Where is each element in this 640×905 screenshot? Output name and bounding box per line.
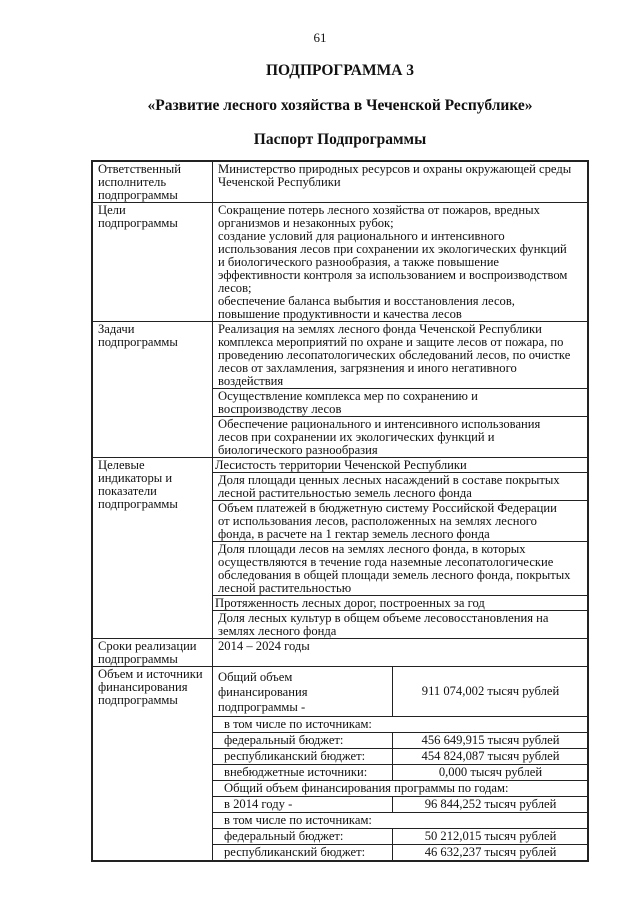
republic-label: республиканский бюджет: <box>213 749 393 765</box>
federal-label: федеральный бюджет: <box>213 733 393 749</box>
row-label: Задачи подпрограммы <box>92 322 213 458</box>
row-value: Сокращение потерь лесного хозяйства от пожаров, вредных организмов и незаконных рубок; создание условий для рационального и интенсивного использования лесов при сохранении их экологических функций и биологического разнообразия, а также повышение эффективности контроля за использованием и воспроизводством лесов; обеспечение баланса выбытия и восстановления лесов, повышение продуктивности и качества лесов <box>213 203 589 322</box>
year-2014-label: в 2014 году - <box>213 797 393 813</box>
by-years-label: Общий объем финансирования программы по годам: <box>213 781 587 797</box>
indicator-item: Лесистость территории Чеченской Республики <box>213 458 589 473</box>
financing-cell <box>213 667 589 862</box>
federal-value: 456 649,915 тысяч рублей <box>393 733 588 749</box>
year-2014-republic-label: республиканский бюджет: <box>213 845 393 861</box>
indicator-item: Доля площади лесов на землях лесного фонда, в которых осуществляются в течение года наземные лесопатологические обследования в общей площади земель лесного фонда, покрытых лесной растительностью <box>213 542 589 596</box>
row-label: Объем и источники финансирования подпрограммы <box>92 667 213 862</box>
section-title: Паспорт Подпрограммы <box>253 131 427 148</box>
passport-table <box>91 160 589 862</box>
financing-table <box>213 667 587 860</box>
financing-row <box>213 717 587 733</box>
total-value: 911 074,002 тысяч рублей <box>393 667 588 717</box>
financing-row <box>213 749 587 765</box>
financing-row <box>213 797 587 813</box>
year-2014-value: 96 844,252 тысяч рублей <box>393 797 588 813</box>
financing-row <box>213 845 587 861</box>
page-number: 61 <box>313 30 327 45</box>
financing-row <box>213 733 587 749</box>
financing-row <box>213 765 587 781</box>
row-label: Сроки реализации подпрограммы <box>92 639 213 667</box>
row-label: Целевые индикаторы и показатели подпрограммы <box>92 458 213 639</box>
year-2014-federal-label: федеральный бюджет: <box>213 829 393 845</box>
document-heading: ПОДПРОГРАММА 3 <box>265 62 415 79</box>
indicator-item: Объем платежей в бюджетную систему Российской Федерации от использования лесов, расположенных на землях лесного фонда, в расчете на 1 гектар земель лесного фонда <box>213 501 589 542</box>
indicator-item: Протяженность лесных дорог, построенных за год <box>213 596 589 611</box>
extra-value: 0,000 тысяч рублей <box>393 765 588 781</box>
indicator-item: Доля площади ценных лесных насаждений в составе покрытых лесной растительностью земель лесного фонда <box>213 473 589 501</box>
indicator-item: Доля лесных культур в общем объеме лесовосстановления на землях лесного фонда <box>213 611 589 639</box>
table-row-responsible <box>92 161 588 203</box>
sources-label: в том числе по источникам: <box>213 717 587 733</box>
table-row-financing <box>92 667 588 862</box>
period-value: 2014 – 2024 годы <box>213 639 589 667</box>
task-item: Обеспечение рационального и интенсивного использования лесов при сохранении их экологических функций и биологического разнообразия <box>213 417 589 458</box>
financing-row <box>213 829 587 845</box>
table-row-goals <box>92 203 588 322</box>
row-value: Министерство природных ресурсов и охраны окружающей среды Чеченской Республики <box>213 161 589 203</box>
table-row-tasks <box>92 322 588 389</box>
table-row-indicators <box>92 458 588 473</box>
row-label: Ответственный исполнитель подпрограммы <box>92 161 213 203</box>
total-label: Общий объем финансирования подпрограммы - <box>213 667 393 717</box>
document-subtitle: «Развитие лесного хозяйства в Чеченской Республике» <box>147 97 533 114</box>
year-2014-sources-label: в том числе по источникам: <box>213 813 587 829</box>
year-2014-federal-value: 50 212,015 тысяч рублей <box>393 829 588 845</box>
financing-row-total <box>213 667 587 717</box>
task-item: Осуществление комплекса мер по сохранению и воспроизводству лесов <box>213 389 589 417</box>
table-row-period <box>92 639 588 667</box>
financing-row <box>213 813 587 829</box>
financing-row <box>213 781 587 797</box>
year-2014-republic-value: 46 632,237 тысяч рублей <box>393 845 588 861</box>
republic-value: 454 824,087 тысяч рублей <box>393 749 588 765</box>
task-item: Реализация на землях лесного фонда Чеченской Республики комплекса мероприятий по охране и защите лесов от пожара, по проведению лесопатологических обследований лесов, по очистке лесов от захламления, загрязнения и иного негативного воздействия <box>213 322 589 389</box>
row-label: Цели подпрограммы <box>92 203 213 322</box>
extra-label: внебюджетные источники: <box>213 765 393 781</box>
